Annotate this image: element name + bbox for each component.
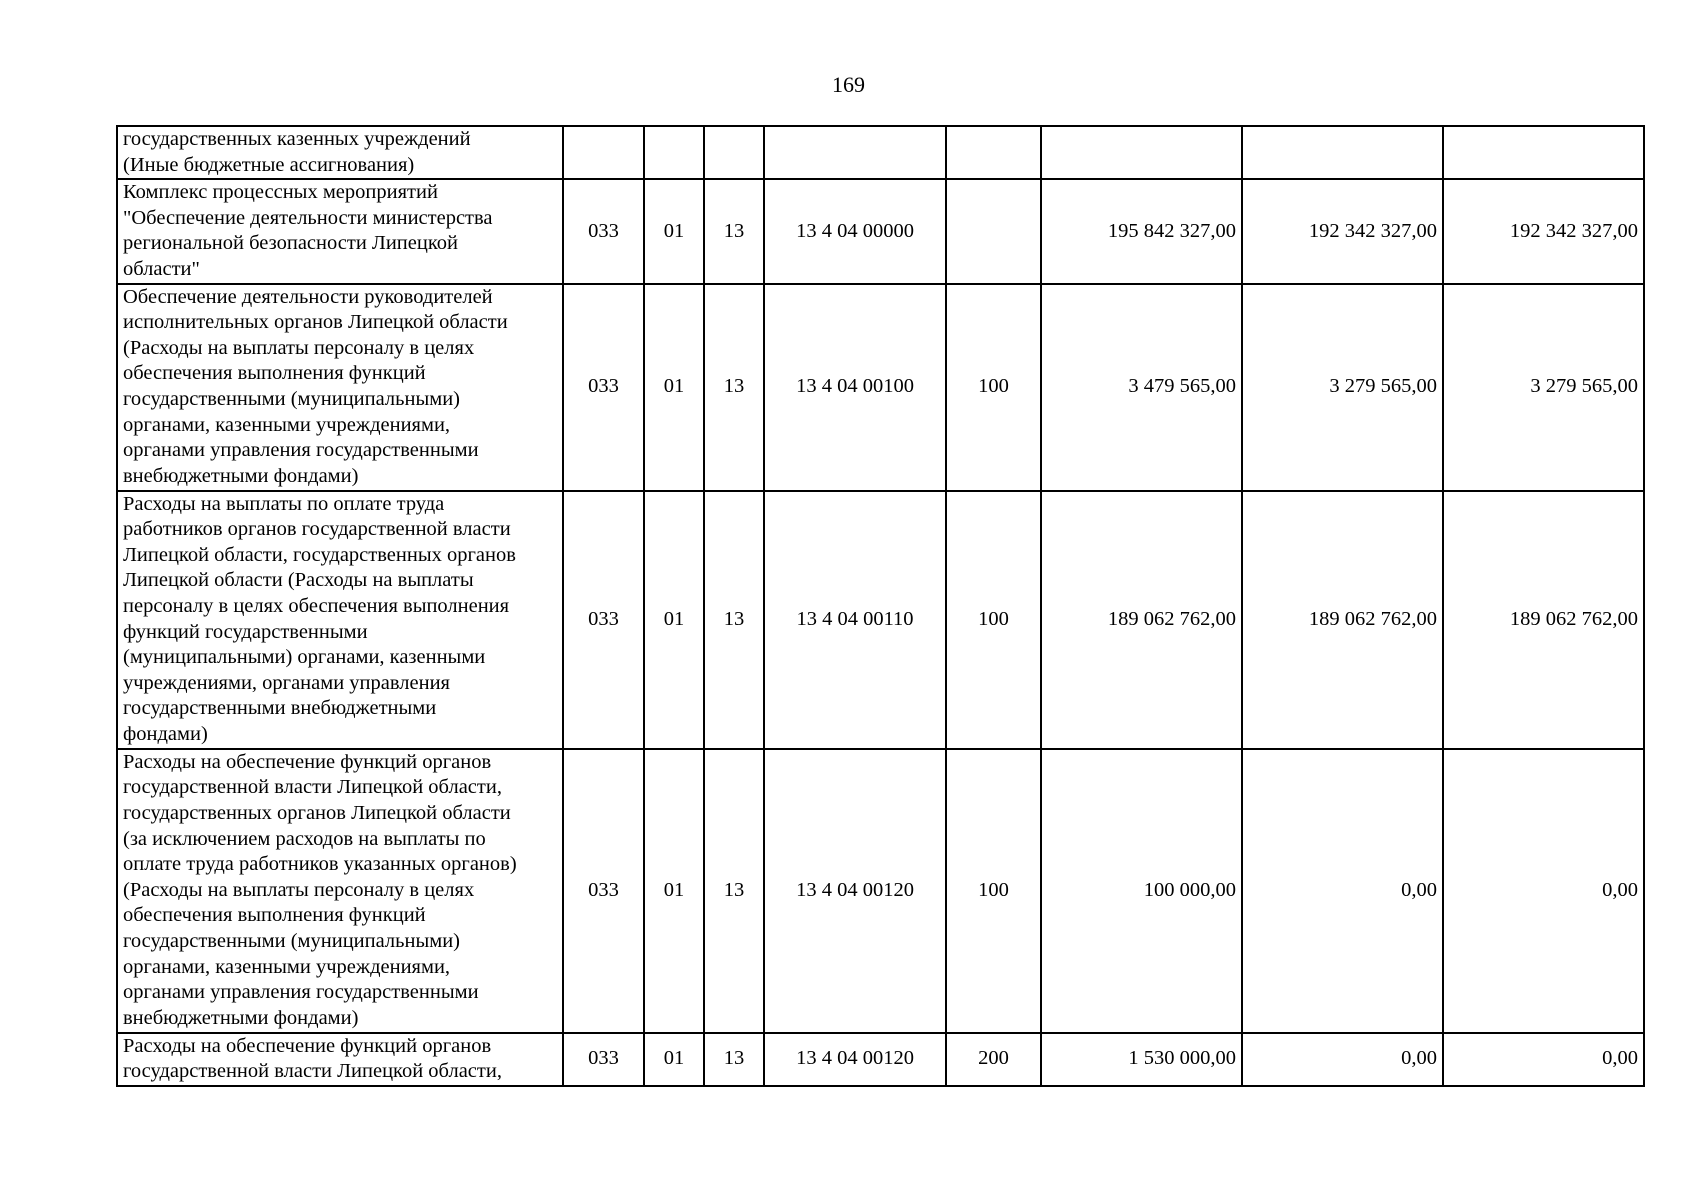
amount-year-3: 3 279 565,00 (1443, 284, 1644, 491)
amount-year-3: 189 062 762,00 (1443, 491, 1644, 749)
amount-year-1: 189 062 762,00 (1041, 491, 1242, 749)
expense-type-code: 100 (946, 749, 1041, 1033)
department-code: 033 (563, 491, 644, 749)
row-description: Комплекс процессных мероприятий "Обеспечение деятельности министерства региональной безопасности Липецкой области" (117, 179, 563, 283)
table-row (117, 284, 1644, 491)
department-code: 033 (563, 284, 644, 491)
expense-type-code: 200 (946, 1033, 1041, 1086)
row-description: Обеспечение деятельности руководителей исполнительных органов Липецкой области (Расходы на выплаты персоналу в целях обеспечения выполнения функций государственными (муниципальными) органами, казенными учреждениями, органами управления государственными внебюджетными фондами) (117, 284, 563, 491)
amount-year-3: 0,00 (1443, 749, 1644, 1033)
row-description: Расходы на выплаты по оплате труда работников органов государственной власти Липецкой области, государственных органов Липецкой области (Расходы на выплаты персоналу в целях обеспечения выполнения функций государственными (муниципальными) органами, казенными учреждениями, органами управления государственными внебюджетными фондами) (117, 491, 563, 749)
expense-type-code (946, 126, 1041, 179)
amount-year-2: 192 342 327,00 (1242, 179, 1443, 283)
row-description: Расходы на обеспечение функций органов государственной власти Липецкой области, государственных органов Липецкой области (за исключением расходов на выплаты по оплате труда работников указанных органов) (Расходы на выплаты персоналу в целях обеспечения выполнения функций государственными (муниципальными) органами, казенными учреждениями, органами управления государственными внебюджетными фондами) (117, 749, 563, 1033)
amount-year-3: 192 342 327,00 (1443, 179, 1644, 283)
subsection-code: 13 (704, 491, 764, 749)
amount-year-2: 0,00 (1242, 1033, 1443, 1086)
target-item-code: 13 4 04 00000 (764, 179, 946, 283)
amount-year-3 (1443, 126, 1644, 179)
expense-type-code (946, 179, 1041, 283)
expense-type-code: 100 (946, 491, 1041, 749)
target-item-code: 13 4 04 00120 (764, 749, 946, 1033)
subsection-code: 13 (704, 179, 764, 283)
amount-year-1: 100 000,00 (1041, 749, 1242, 1033)
subsection-code: 13 (704, 1033, 764, 1086)
amount-year-2: 3 279 565,00 (1242, 284, 1443, 491)
target-item-code: 13 4 04 00110 (764, 491, 946, 749)
amount-year-2: 189 062 762,00 (1242, 491, 1443, 749)
section-code (644, 126, 704, 179)
amount-year-2: 0,00 (1242, 749, 1443, 1033)
department-code: 033 (563, 179, 644, 283)
table-row (117, 179, 1644, 283)
page-number: 169 (832, 72, 865, 97)
budget-table (116, 125, 1645, 1087)
department-code (563, 126, 644, 179)
table-row (117, 126, 1644, 179)
amount-year-1: 3 479 565,00 (1041, 284, 1242, 491)
section-code: 01 (644, 749, 704, 1033)
section-code: 01 (644, 284, 704, 491)
amount-year-1 (1041, 126, 1242, 179)
section-code: 01 (644, 179, 704, 283)
amount-year-2 (1242, 126, 1443, 179)
target-item-code: 13 4 04 00120 (764, 1033, 946, 1086)
section-code: 01 (644, 491, 704, 749)
amount-year-3: 0,00 (1443, 1033, 1644, 1086)
table-row (117, 491, 1644, 749)
target-item-code: 13 4 04 00100 (764, 284, 946, 491)
target-item-code (764, 126, 946, 179)
expense-type-code: 100 (946, 284, 1041, 491)
section-code: 01 (644, 1033, 704, 1086)
department-code: 033 (563, 749, 644, 1033)
amount-year-1: 195 842 327,00 (1041, 179, 1242, 283)
subsection-code: 13 (704, 284, 764, 491)
subsection-code: 13 (704, 749, 764, 1033)
table-row (117, 749, 1644, 1033)
row-description: Расходы на обеспечение функций органов государственной власти Липецкой области, (117, 1033, 563, 1086)
amount-year-1: 1 530 000,00 (1041, 1033, 1242, 1086)
table-row (117, 1033, 1644, 1086)
row-description: государственных казенных учреждений (Иные бюджетные ассигнования) (117, 126, 563, 179)
department-code: 033 (563, 1033, 644, 1086)
subsection-code (704, 126, 764, 179)
